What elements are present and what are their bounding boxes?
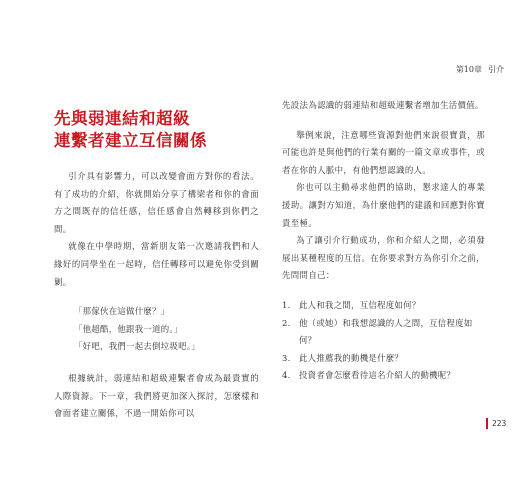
right-column: [282, 97, 485, 385]
section-title: [54, 108, 259, 152]
list-item-number: 2.: [282, 317, 291, 328]
left-paragraph-1: 引介具有影響力，可以改變會面方對你的看法。有了成功的介紹，你就開始分享了構梁者和你的會面方之間既存的信任感，信任感會自然轉移到你們之間。: [54, 171, 259, 234]
quote-line: 「他超酷，他跟我一道的。」: [74, 323, 183, 334]
list-item: [282, 350, 485, 368]
chapter-label: 第10章: [455, 65, 482, 74]
page-number: 223: [492, 419, 507, 428]
left-paragraph-2: 就像在中學時期，當新朋友第一次邀請我們和人緣好的同學坐在一起時，信任轉移可以避免你受到關剿。: [54, 241, 259, 287]
running-header: [456, 64, 504, 75]
right-paragraph-2: 舉例來說，注意哪些資源對他們來說很寶貴，那可能也許是與他們的行業有關的一篇文章或事件，或者在你的人脈中，有他們想認識的人。: [282, 129, 485, 175]
section-label: 引介: [488, 65, 504, 74]
quote-line: 「好吧，我們一起去倒垃圾吧。」: [74, 341, 200, 352]
list-item: [282, 367, 485, 385]
list-item-text: 投資者會怎麼看待這名介紹人的動機呢？: [299, 370, 456, 381]
right-paragraph-3: 你也可以主動尋求他們的協助，懇求達人的專業援助。讓對方知道，為什麼他們的建議和回應對你寶貴至極。: [282, 182, 485, 228]
list-item-text: 他（或她）和我想認識的人之間，互信程度如何？: [299, 317, 473, 346]
list-item: [282, 315, 485, 350]
section-title-line-1: 先與弱連結和超級: [54, 109, 190, 128]
quote-line: 「那傢伙在這做什麼？」: [74, 306, 170, 317]
list-item-text: 此人推薦我的動機是什麼？: [299, 352, 404, 363]
list-item-number: 1.: [282, 299, 291, 310]
list-item-number: 3.: [282, 352, 291, 363]
list-item: [282, 297, 485, 315]
right-paragraph-4: 為了讓引介行動成功，你和介紹人之間，必須發展出某種程度的互信。在你要求對方為你引介之前，先問問自己：: [282, 235, 485, 281]
section-title-line-2: 連繫者建立互信關係: [54, 131, 207, 150]
page-number-marker: [486, 418, 488, 429]
right-paragraph-1: 先設法為認識的弱連結和超級連繫者增加生活價值。: [282, 100, 484, 110]
left-paragraph-3: 根據統計，弱連結和超級連繫者會成為最貴實的人際資源。下一章，我們將更加深入探討，怎麼樣和會面者建立關係，不過一開始你可以: [54, 372, 259, 419]
question-list: [282, 297, 485, 385]
list-item-text: 此人和我之間，互信程度如何？: [299, 299, 421, 310]
dialogue-quotes: [74, 303, 259, 356]
left-column: [54, 108, 259, 423]
list-item-number: 4.: [282, 370, 291, 381]
